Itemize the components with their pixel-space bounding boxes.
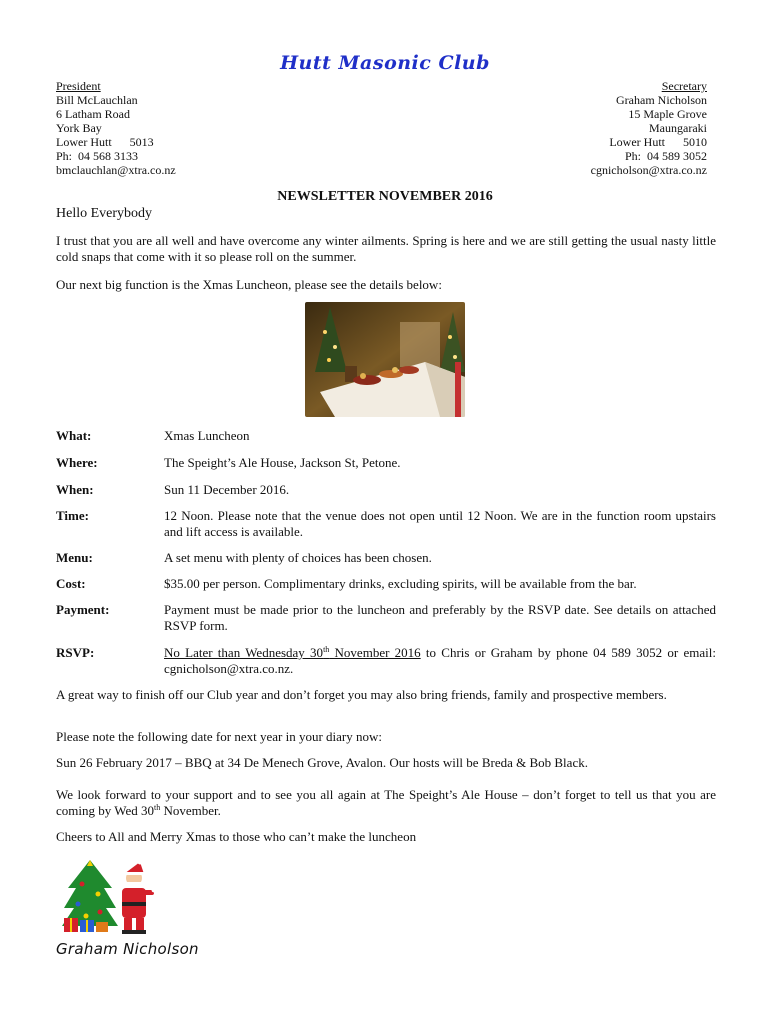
signature: Graham Nicholson — [56, 940, 199, 958]
intro-paragraph: I trust that you are all well and have overcome any winter ailments. Spring is here and we are still getting the usual nasty little cold snaps that come with it so please roll on the summer. — [56, 233, 716, 264]
payment-label: Payment: — [56, 602, 110, 617]
president-city: Lower Hutt 5013 — [56, 135, 154, 149]
cost-label: Cost: — [56, 576, 86, 591]
president-address-line1: 6 Latham Road — [56, 107, 130, 121]
look-forward-month: November. — [160, 803, 221, 818]
secretary-address-line1: 15 Maple Grove — [628, 107, 707, 121]
secretary-phone: Ph: 04 589 3052 — [624, 149, 707, 163]
rsvp-value — [164, 645, 716, 677]
secretary-contact — [591, 79, 707, 177]
function-intro: Our next big function is the Xmas Luncheon, please see the details below: — [56, 277, 442, 292]
rsvp-deadline — [164, 645, 421, 660]
newsletter-heading: NEWSLETTER NOVEMBER 2016 — [277, 189, 493, 204]
look-forward-sup: th — [154, 803, 161, 812]
payment-value: Payment must be made prior to the luncheon and preferably by the RSVP date. See details on attached RSVP form. — [164, 602, 716, 633]
president-address-line2: York Bay — [56, 121, 102, 135]
bbq-event: Sun 26 February 2017 – BBQ at 34 De Menech Grove, Avalon. Our hosts will be Breda & Bob Black. — [56, 755, 588, 770]
luncheon-photo — [305, 302, 465, 417]
greeting: Hello Everybody — [56, 206, 153, 221]
president-contact — [56, 79, 176, 177]
what-label: What: — [56, 428, 92, 443]
look-forward-text: We look forward to your support and to see you all again at The Speight’s Ale House – don’t forget to tell us that you are coming by Wed 30 — [56, 787, 716, 818]
menu-value: A set menu with plenty of choices has been chosen. — [164, 550, 432, 565]
look-forward-paragraph — [56, 787, 716, 819]
president-phone: Ph: 04 568 3133 — [56, 149, 139, 163]
diary-note: Please note the following date for next year in your diary now: — [56, 729, 382, 744]
club-title: Hutt Masonic Club — [280, 52, 490, 74]
rsvp-deadline-text: No Later than Wednesday 30 — [164, 645, 324, 660]
rsvp-label: RSVP: — [56, 645, 95, 660]
christmas-tree-santa-clipart — [60, 860, 156, 936]
where-value: The Speight’s Ale House, Jackson St, Petone. — [164, 455, 401, 470]
when-value: Sun 11 December 2016. — [164, 482, 290, 497]
rsvp-deadline-month: November 2016 — [329, 645, 421, 660]
time-value: 12 Noon. Please note that the venue does not open until 12 Noon. We are in the function room upstairs and lift access is available. — [164, 508, 716, 539]
menu-label: Menu: — [56, 550, 93, 565]
rsvp-deadline-sup: th — [323, 645, 330, 654]
when-label: When: — [56, 482, 94, 497]
where-label: Where: — [56, 455, 98, 470]
cheers-line: Cheers to All and Merry Xmas to those who can’t make the luncheon — [56, 829, 417, 844]
secretary-city: Lower Hutt 5010 — [609, 135, 707, 149]
time-label: Time: — [56, 508, 89, 523]
secretary-name: Graham Nicholson — [616, 93, 707, 107]
secretary-email: cgnicholson@xtra.co.nz — [590, 163, 707, 177]
president-name: Bill McLauchlan — [56, 93, 138, 107]
rsvp-contact: to Chris or Graham by phone 04 589 3052 or email: cgnicholson@xtra.co.nz. — [164, 645, 716, 676]
secretary-address-line2: Maungaraki — [649, 121, 707, 135]
president-email: bmclauchlan@xtra.co.nz — [56, 163, 176, 177]
what-value: Xmas Luncheon — [164, 428, 250, 443]
cost-value: $35.00 per person. Complimentary drinks, excluding spirits, will be available from the bar. — [164, 576, 637, 591]
president-role: President — [56, 79, 101, 93]
secretary-role: Secretary — [661, 79, 707, 93]
closing-paragraph: A great way to finish off our Club year and don’t forget you may also bring friends, family and prospective members. — [56, 687, 667, 702]
